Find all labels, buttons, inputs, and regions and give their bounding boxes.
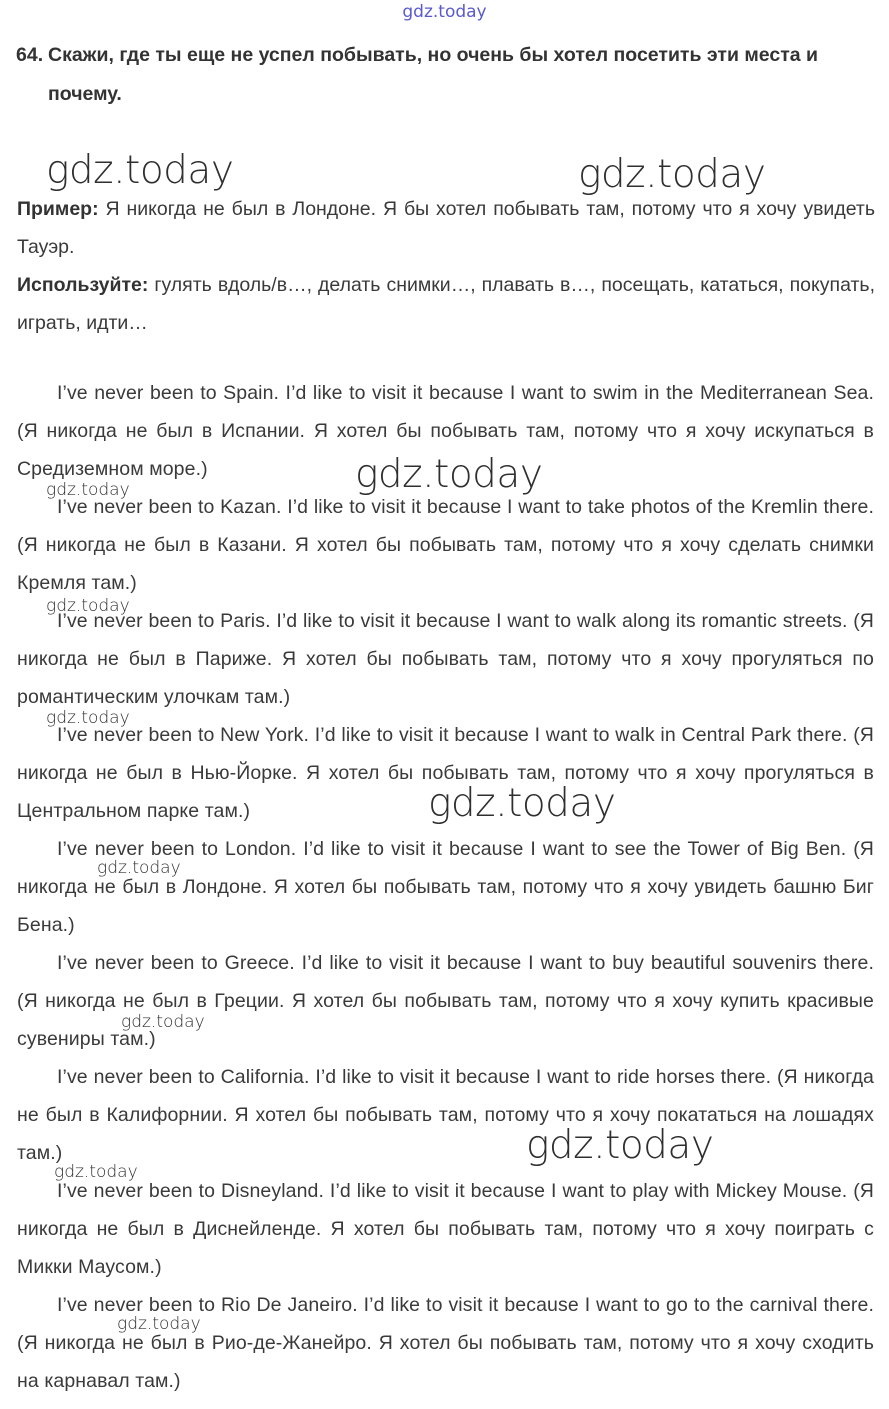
answer-paragraph: I’ve never been to Kazan. I’d like to visit it because I want to take photos of the Kremlin there. (Я никогда не был в Казани. Я хотел бы побывать там, потому что я хочу сделать снимки Кремля там.) [17, 496, 874, 594]
instructions [17, 190, 875, 342]
watermark: gdz.today [121, 1012, 205, 1032]
task-heading [16, 36, 866, 114]
site-watermark-top: gdz.today [402, 2, 487, 22]
answer-paragraph: I’ve never been to Spain. I’d like to visit it because I want to swim in the Mediterranean Sea. (Я никогда не был в Испании. Я хотел бы побывать там, потому что я хочу искупаться в Средиземном море.) [17, 382, 874, 480]
answer-paragraph: I’ve never been to New York. I’d like to visit it because I want to walk in Central Park there. (Я никогда не был в Нью-Йорке. Я хотел бы побывать там, потому что я хочу прогуляться в Центральном парке там.) [17, 724, 874, 822]
answer-paragraph: I’ve never been to Disneyland. I’d like to visit it because I want to play with Mickey Mouse. (Я никогда не был в Диснейленде. Я хотел бы побывать там, потому что я хочу поиграть с Микки Маусом.) [17, 1180, 874, 1278]
task-text: Скажи, где ты еще не успел побывать, но очень бы хотел посетить эти места и почему. [48, 44, 819, 105]
task-number: 64. [16, 44, 44, 66]
watermark: gdz.today [578, 152, 766, 197]
watermark: gdz.today [46, 148, 234, 193]
watermark: gdz.today [428, 781, 616, 826]
example-text: Я никогда не был в Лондоне. Я бы хотел побывать там, потому что я хочу увидеть Тауэр. [17, 198, 875, 258]
answer-paragraph: I’ve never been to Rio De Janeiro. I’d like to visit it because I want to go to the carnival there. (Я никогда не был в Рио-де-Жанейро. Я хотел бы побывать там, потому что я хочу сходить на карнавал там.) [17, 1294, 874, 1392]
watermark: gdz.today [97, 858, 181, 878]
example-label: Пример: [17, 198, 99, 220]
watermark: gdz.today [46, 480, 130, 500]
watermark: gdz.today [46, 596, 130, 616]
use-text: гулять вдоль/в…, делать снимки…, плавать в…, посещать, кататься, покупать, играть, идти… [17, 274, 875, 334]
watermark: gdz.today [117, 1314, 201, 1334]
use-label: Используйте: [17, 274, 149, 296]
answer-paragraph: I’ve never been to California. I’d like to visit it because I want to ride horses there. (Я никогда не был в Калифорнии. Я хотел бы побывать там, потому что я хочу покататься на лошадях там.) [17, 1066, 874, 1164]
answer-paragraph: I’ve never been to Paris. I’d like to visit it because I want to walk along its romantic streets. (Я никогда не был в Париже. Я хотел бы побывать там, потому что я хочу прогуляться по романтическим улочкам там.) [17, 610, 874, 708]
example-line [17, 190, 875, 266]
watermark: gdz.today [526, 1123, 714, 1168]
answer-paragraph: I’ve never been to London. I’d like to visit it because I want to see the Tower of Big Ben. (Я никогда не был в Лондоне. Я хотел бы побывать там, потому что я хочу увидеть башню Биг Бена.) [17, 838, 874, 936]
watermark: gdz.today [54, 1162, 138, 1182]
watermark: gdz.today [355, 452, 543, 497]
answer-paragraph: I’ve never been to Greece. I’d like to visit it because I want to buy beautiful souvenirs there. (Я никогда не был в Греции. Я хотел бы побывать там, потому что я хочу купить красивые сувениры там.) [17, 952, 874, 1050]
watermark: gdz.today [46, 708, 130, 728]
use-line [17, 266, 875, 342]
